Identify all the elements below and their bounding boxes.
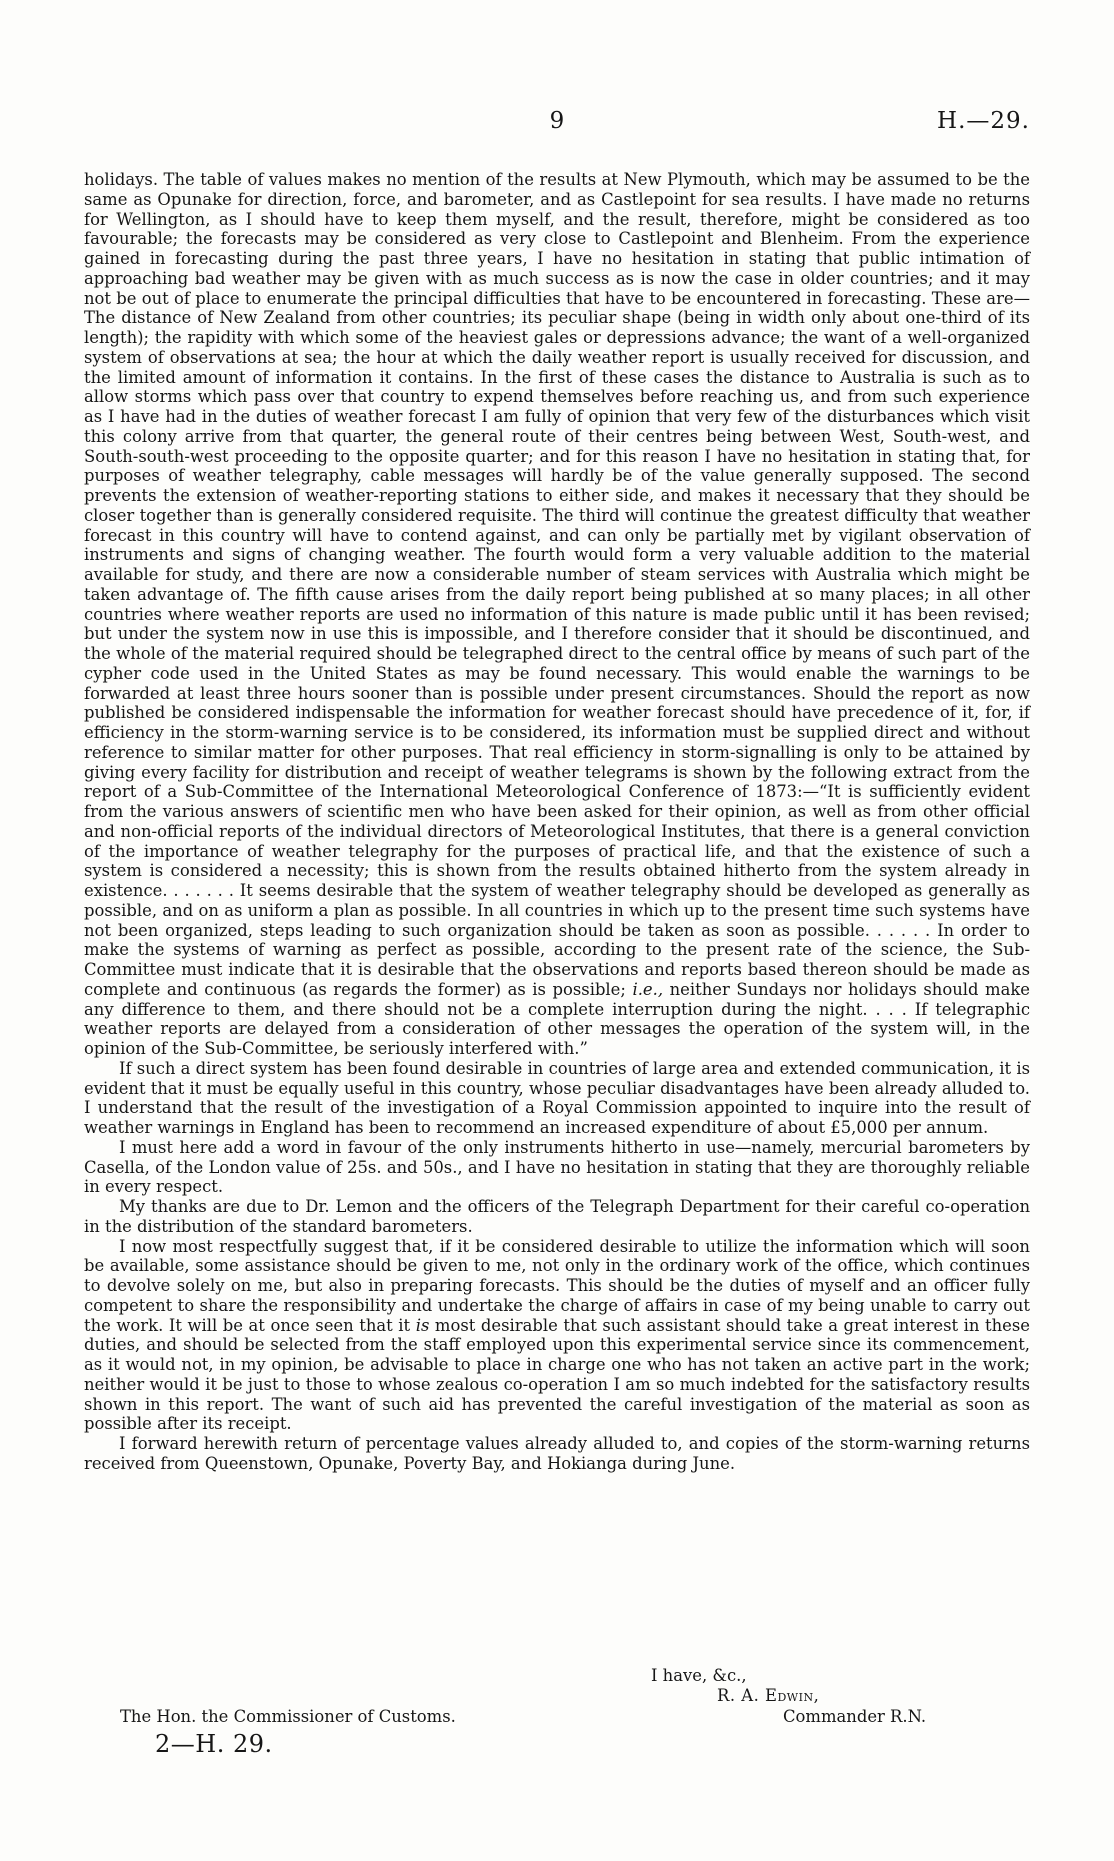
printer-signature-mark: 2—H. 29. (155, 1730, 273, 1758)
page-header (84, 108, 1030, 142)
document-reference: H.—29. (937, 108, 1030, 134)
ie-abbreviation: i.e., (632, 979, 664, 999)
letter-body (84, 170, 1030, 1474)
page-number: 9 (549, 108, 565, 134)
salutation: I have, &c., (651, 1666, 747, 1685)
signature-title: Commander R.N. (783, 1707, 927, 1726)
signature-name: R. A. Edwin, (717, 1686, 820, 1705)
paragraph-instruments: I must here add a word in favour of the only instruments hitherto in use—namely, mercurial barometers by Casella, of the London value of 25s. and 50s., and I have no hesitation in stating that they are thoroughly reliable in every respect. (84, 1137, 1030, 1197)
paragraph-returns: I forward herewith return of percentage values already alluded to, and copies of the storm-warning returns received from Queenstown, Opunake, Poverty Bay, and Hokianga during June. (84, 1434, 1030, 1473)
addressee: The Hon. the Commissioner of Customs. (120, 1707, 456, 1726)
paragraph-assistance: I now most respectfully suggest that, if it be considered desirable to utilize the information which will soon be available, some assistance should be given to me, not only in the ordinary work of the office, which continues to devolve solely on me, but also in preparing forecasts. This should be the duties of myself and an officer fully competent to share the responsibility and undertake the charge of affairs in case of my being unable to carry out the work. It will be at once seen that it is most desirable that such assistant should take a great interest in these duties, and should be selected from the staff employed upon this experimental service since its commencement, as it would not, in my opinion, be advisable to place in charge one who has not taken an active part in the work; neither would it be just to those to whose zealous co-operation I am so much indebted for the satisfactory results shown in this report. The want of such aid has prevented the careful investigation of the material as soon as possible after its receipt. (84, 1236, 1030, 1434)
paragraph-thanks: My thanks are due to Dr. Lemon and the officers of the Telegraph Department for their careful co-operation in the distribution of the standard barometers. (84, 1197, 1030, 1236)
emphasis-is: is (415, 1315, 430, 1335)
paragraph-continuation: holidays. The table of values makes no mention of the results at New Plymouth, which may be assumed to be the same as Opunake for direction, force, and barometer, and as Castlepoint for sea results. I have made no returns for Wellington, as I should have to keep them myself, and the result, therefore, might be considered as too favourable; the forecasts may be considered as very close to Castlepoint and Blenheim. From the experience gained in forecasting during the past three years, I have no hesitation in stating that public intimation of approaching bad weather may be given with as much success as is now the case in older countries; and it may not be out of place to enumerate the principal difficulties that have to be encountered in forecasting. These are—The distance of New Zealand from other countries; its peculiar shape (being in width only about one-third of its length); the rapidity with which some of the heaviest gales or depressions advance; the want of a well-organized system of observations at sea; the hour at which the daily weather report is usually received for discussion, and the limited amount of information it contains. In the first of these cases the distance to Australia is such as to allow storms which pass over that country to expend themselves before reaching us, and from such experience as I have had in the duties of weather forecast I am fully of opinion that very few of the disturbances which visit this colony arrive from that quarter, the general route of their centres being between West, South-west, and South-south-west proceeding to the opposite quarter; and for this reason I have no hesitation in stating that, for purposes of weather telegraphy, cable messages will hardly be of the value generally supposed. The second prevents the extension of weather-reporting stations to either side, and makes it necessary that they should be closer together than is generally considered requisite. The third will continue the greatest difficulty that weather forecast in this country will have to contend against, and can only be partially met by vigilant observation of instruments and signs of changing weather. The fourth would form a very valuable addition to the material available for study, and there are now a considerable number of steam services with Australia which might be taken advantage of. The fifth cause arises from the daily report being published at so many places; in all other countries where weather reports are used no information of this nature is made public until it has been revised; but under the system now in use this is impossible, and I therefore consider that it should be discontinued, and the whole of the material required should be telegraphed direct to the central office by means of such part of the cypher code used in the United States as may be found necessary. This would enable the warnings to be forwarded at least three hours sooner than is possible under present circumstances. Should the report as now published be considered indispensable the information for weather forecast should have precedence of it, for, if efficiency in the storm-warning service is to be considered, its information must be supplied direct and without reference to similar matter for other purposes. That real efficiency in storm-signalling is only to be attained by giving every facility for distribution and receipt of weather telegrams is shown by the following extract from the report of a Sub-Committee of the International Meteorological Conference of 1873:—“It is sufficiently evident from the various answers of scientific men who have been asked for their opinion, as well as from other official and non-official reports of the individual directors of Meteorological Institutes, that there is a general conviction of the importance of weather telegraphy for the purposes of practical life, and that the existence of such a system is considered a necessity; this is shown from the results obtained hitherto from the system already in existence. . . . . . . It seems desirable that the system of weather telegraphy should be developed as generally as possible, and on as uniform a plan as possible. In all countries in which up to the present time such systems have not been organized, steps leading to such organization should be taken as soon as possible. . . . . . In order to make the systems of warning as perfect as possible, according to the present rate of the science, the Sub-Committee must indicate that it is desirable that the observations and reports based thereon should be made as complete and continuous (as regards the former) as is possible; i.e., neither Sundays nor holidays should make any difference to them, and there should not be a complete interruption during the night. . . . If telegraphic weather reports are delayed from a consideration of other messages the operation of the system will, in the opinion of the Sub-Committee, be seriously interfered with.” (84, 170, 1030, 1058)
paragraph-direct-system: If such a direct system has been found desirable in countries of large area and extended communication, it is evident that it must be equally useful in this country, whose peculiar disadvantages have been already alluded to. I understand that the result of the investigation of a Royal Commission appointed to inquire into the result of weather warnings in England has been to recommend an increased expenditure of about £5,000 per annum. (84, 1058, 1030, 1137)
